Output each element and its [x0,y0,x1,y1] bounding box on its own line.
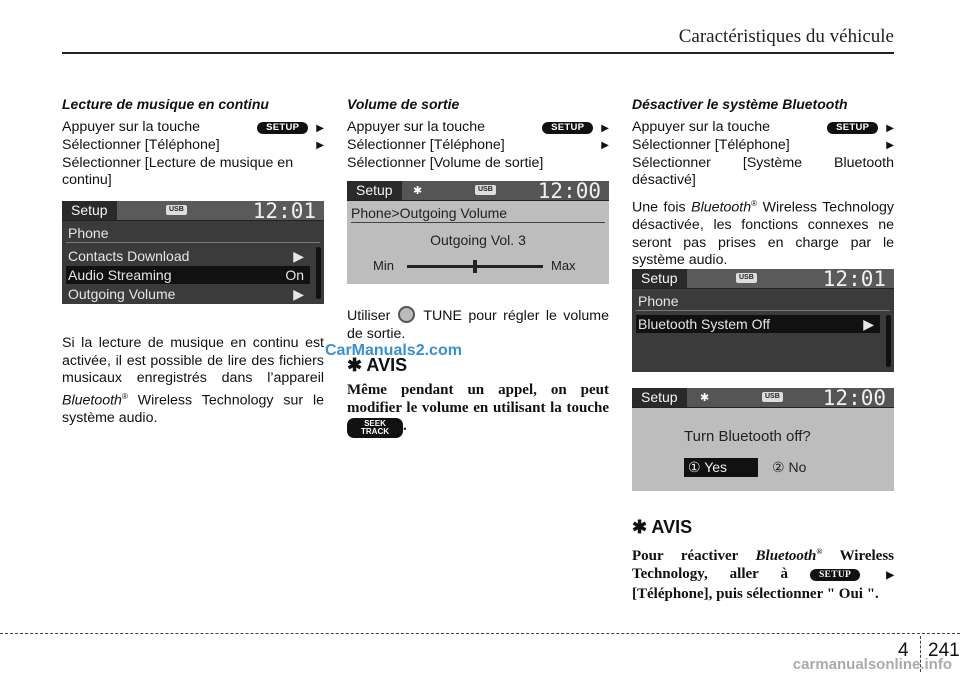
arrow-right-icon: ▶ [886,140,894,152]
section-heading: Lecture de musique en continu [62,96,269,112]
screen-bluetooth-system-off [632,269,894,372]
header-rule [62,52,894,54]
usb-icon: USB [762,392,783,402]
avis-note: Même pendant un appel, on peut modifier le volume en utilisant la touche SEEK TRACK . [347,381,609,436]
volume-min-label: Min [373,258,394,273]
screen-breadcrumb: Phone>Outgoing Volume [351,204,605,223]
avis-block [632,519,894,603]
column-streaming [62,96,324,190]
avis-heading: ✱ AVIS [347,355,408,376]
bluetooth-paragraph: Une fois Bluetooth® Wireless Technology désactivée, les fonctions connexes ne seront pas prises en charge par le système audio. [632,198,894,269]
confirm-yes-option: ① Yes [684,458,758,477]
screen-breadcrumb: Phone [636,292,890,311]
column-volume [347,96,609,172]
tune-knob-icon [398,306,415,323]
screen-tab: Setup [62,201,117,220]
usb-icon: USB [475,185,496,195]
instruction-line: Appuyer sur la touche SETUP ▶ [62,118,324,135]
instruction-line: Sélectionner [Téléphone] ▶ [62,137,324,154]
instruction-line: Sélectionner [Lecture de musique en continu] [62,154,294,189]
chapter-number: 4 [898,640,909,661]
setup-key: SETUP [542,122,593,134]
menu-item-selected: Bluetooth System Off ▶ [636,315,880,333]
header-title: Caractéristiques du véhicule [678,26,894,47]
streaming-paragraph: Si la lecture de musique en continu est activée, il est possible de lire des fichiers musicaux enregistrés dans l’appareil Bluetooth® Wireless Technology sur le système audio. [62,335,324,427]
column-bluetooth-off [632,96,894,270]
screen-clock: 12:00 [537,181,601,203]
screen-outgoing-volume [347,181,609,284]
volume-label: Outgoing Vol. 3 [430,232,526,248]
volume-max-label: Max [551,258,576,273]
tune-paragraph: Utiliser TUNE pour régler le volume de sortie. ✱ AVIS Même pendant un appel, on peut modifier le volume en utilisant la touche SEEK TRACK . [347,308,609,436]
setup-key: SETUP [827,122,878,134]
instruction-line: Sélectionner [Téléphone] ▶ [347,137,609,154]
screen-clock: 12:01 [252,201,316,223]
usb-icon: USB [736,273,757,283]
screen-audio-streaming [62,201,324,304]
screen-bluetooth-confirm [632,388,894,491]
screen-tab: Setup [347,181,402,200]
volume-slider-track [407,265,543,268]
volume-slider-thumb [473,260,477,273]
section-heading: Désactiver le système Bluetooth [632,96,848,112]
section-heading: Volume de sortie [347,96,460,112]
bluetooth-icon: ✱ [700,392,710,404]
setup-key: SETUP [810,569,860,581]
arrow-right-icon: ▶ [868,569,894,581]
avis-note: Pour réactiver Bluetooth® Wireless Technology, aller à SETUP ▶ [Téléphone], puis sélectionner " Oui ". [632,546,895,602]
footer-rule [0,633,960,634]
setup-key: SETUP [257,122,308,134]
menu-item: Outgoing Volume ▶ [68,286,304,302]
seek-track-key: SEEK TRACK [347,418,403,438]
instruction-line: Sélectionner [Système Bluetooth désactivé] [632,154,894,189]
screen-clock: 12:00 [822,388,886,410]
scrollbar [316,247,321,299]
instruction-line: Appuyer sur la touche SETUP ▶ [632,118,894,135]
confirm-no-option: ② No [772,459,807,475]
screen-tab: Setup [632,269,687,288]
scrollbar [886,315,891,367]
avis-heading: ✱ AVIS [632,517,693,537]
confirm-question: Turn Bluetooth off? [684,428,811,445]
menu-item: Contacts Download ▶ [68,248,304,264]
arrow-right-icon: ▶ [316,140,324,152]
arrow-right-icon: ▶ [886,122,894,134]
usb-icon: USB [166,205,187,215]
screen-clock: 12:01 [822,269,886,291]
instruction-line: Appuyer sur la touche SETUP ▶ [347,118,609,135]
screen-breadcrumb: Phone [66,224,320,243]
arrow-right-icon: ▶ [601,140,609,152]
arrow-right-icon: ▶ [601,122,609,134]
menu-item-selected: Audio Streaming On [66,266,310,284]
screen-tab: Setup [632,388,687,407]
instruction-line: Sélectionner [Téléphone] ▶ [632,137,894,154]
instruction-line: Sélectionner [Volume de sortie] [347,154,544,171]
arrow-right-icon: ▶ [316,122,324,134]
site-watermark: carmanualsonline.info [792,656,952,673]
page-number: 241 [928,640,960,661]
watermark: CarManuals2.com [325,342,462,359]
bluetooth-icon: ✱ [413,185,423,197]
